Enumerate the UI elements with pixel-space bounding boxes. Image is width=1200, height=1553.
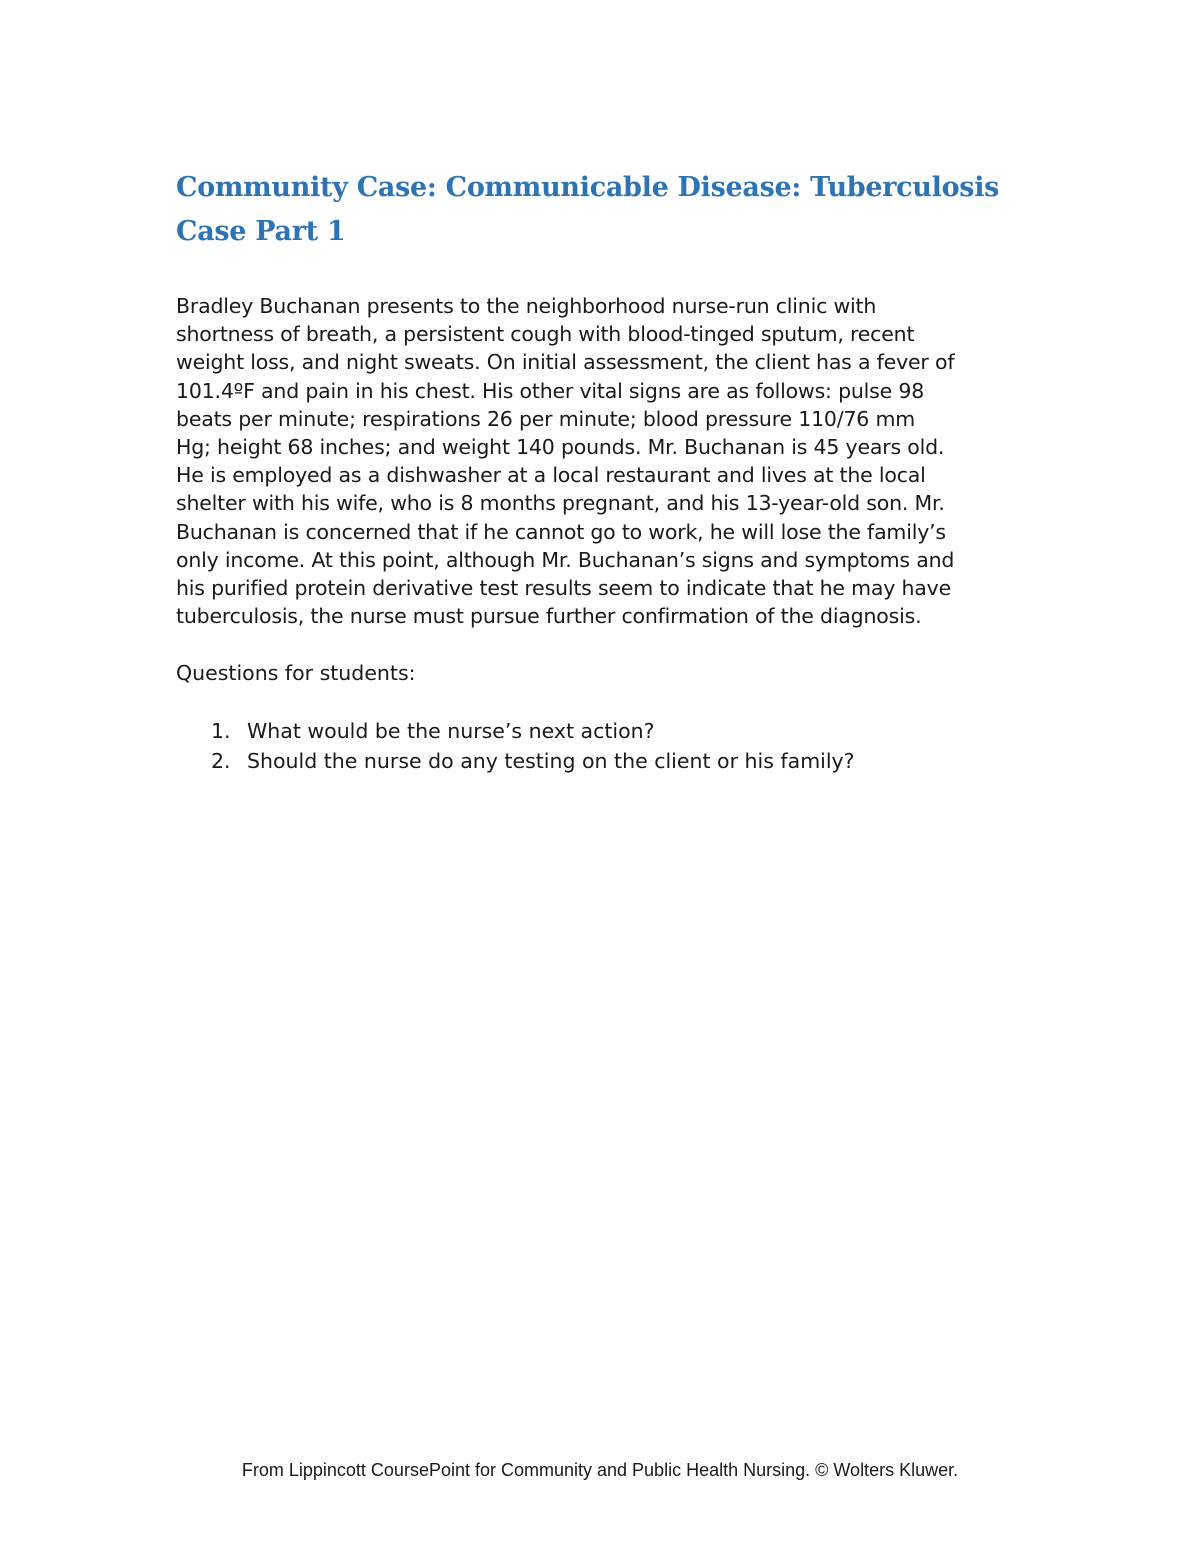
paragraph-line: his purified protein derivative test results seem to indicate that he may have [176,576,952,601]
questions-list [176,716,855,776]
paragraph-line: shelter with his wife, who is 8 months pregnant, and his 13-year-old son. Mr. [176,491,945,516]
paragraph-line: Hg; height 68 inches; and weight 140 pounds. Mr. Buchanan is 45 years old. [176,435,945,460]
list-item-number: 1. [211,719,231,743]
list-item [176,746,855,776]
page-footer: From Lippincott CoursePoint for Community and Public Health Nursing. © Wolters Kluwer. [241,1460,959,1480]
paragraph-line: shortness of breath, a persistent cough with blood-tinged sputum, recent [176,322,915,347]
paragraph-line: 101.4ºF and pain in his chest. His other vital signs are as follows: pulse 98 [176,378,925,403]
questions-heading: Questions for students: [176,661,416,685]
list-item-text: What would be the nurse’s next action? [247,719,655,743]
case-description [176,292,1036,630]
list-item-text: Should the nurse do any testing on the client or his family? [247,749,855,773]
paragraph-line: only income. At this point, although Mr. Buchanan’s signs and symptoms and [176,547,955,572]
document-title [176,166,1076,254]
paragraph-line: tuberculosis, the nurse must pursue further confirmation of the diagnosis. [176,604,922,629]
title-line-1: Community Case: Communicable Disease: Tuberculosis [176,172,1000,203]
paragraph-line: weight loss, and night sweats. On initial assessment, the client has a fever of [176,350,955,375]
title-line-2: Case Part 1 [176,216,346,247]
case-paragraph [176,292,1036,630]
paragraph-line: He is employed as a dishwasher at a local restaurant and lives at the local [176,463,926,488]
list-item-number: 2. [211,749,231,773]
list-item [176,716,855,746]
paragraph-line: Buchanan is concerned that if he cannot go to work, he will lose the family’s [176,519,946,544]
paragraph-line: beats per minute; respirations 26 per minute; blood pressure 110/76 mm [176,406,916,431]
paragraph-line: Bradley Buchanan presents to the neighborhood nurse-run clinic with [176,294,877,318]
